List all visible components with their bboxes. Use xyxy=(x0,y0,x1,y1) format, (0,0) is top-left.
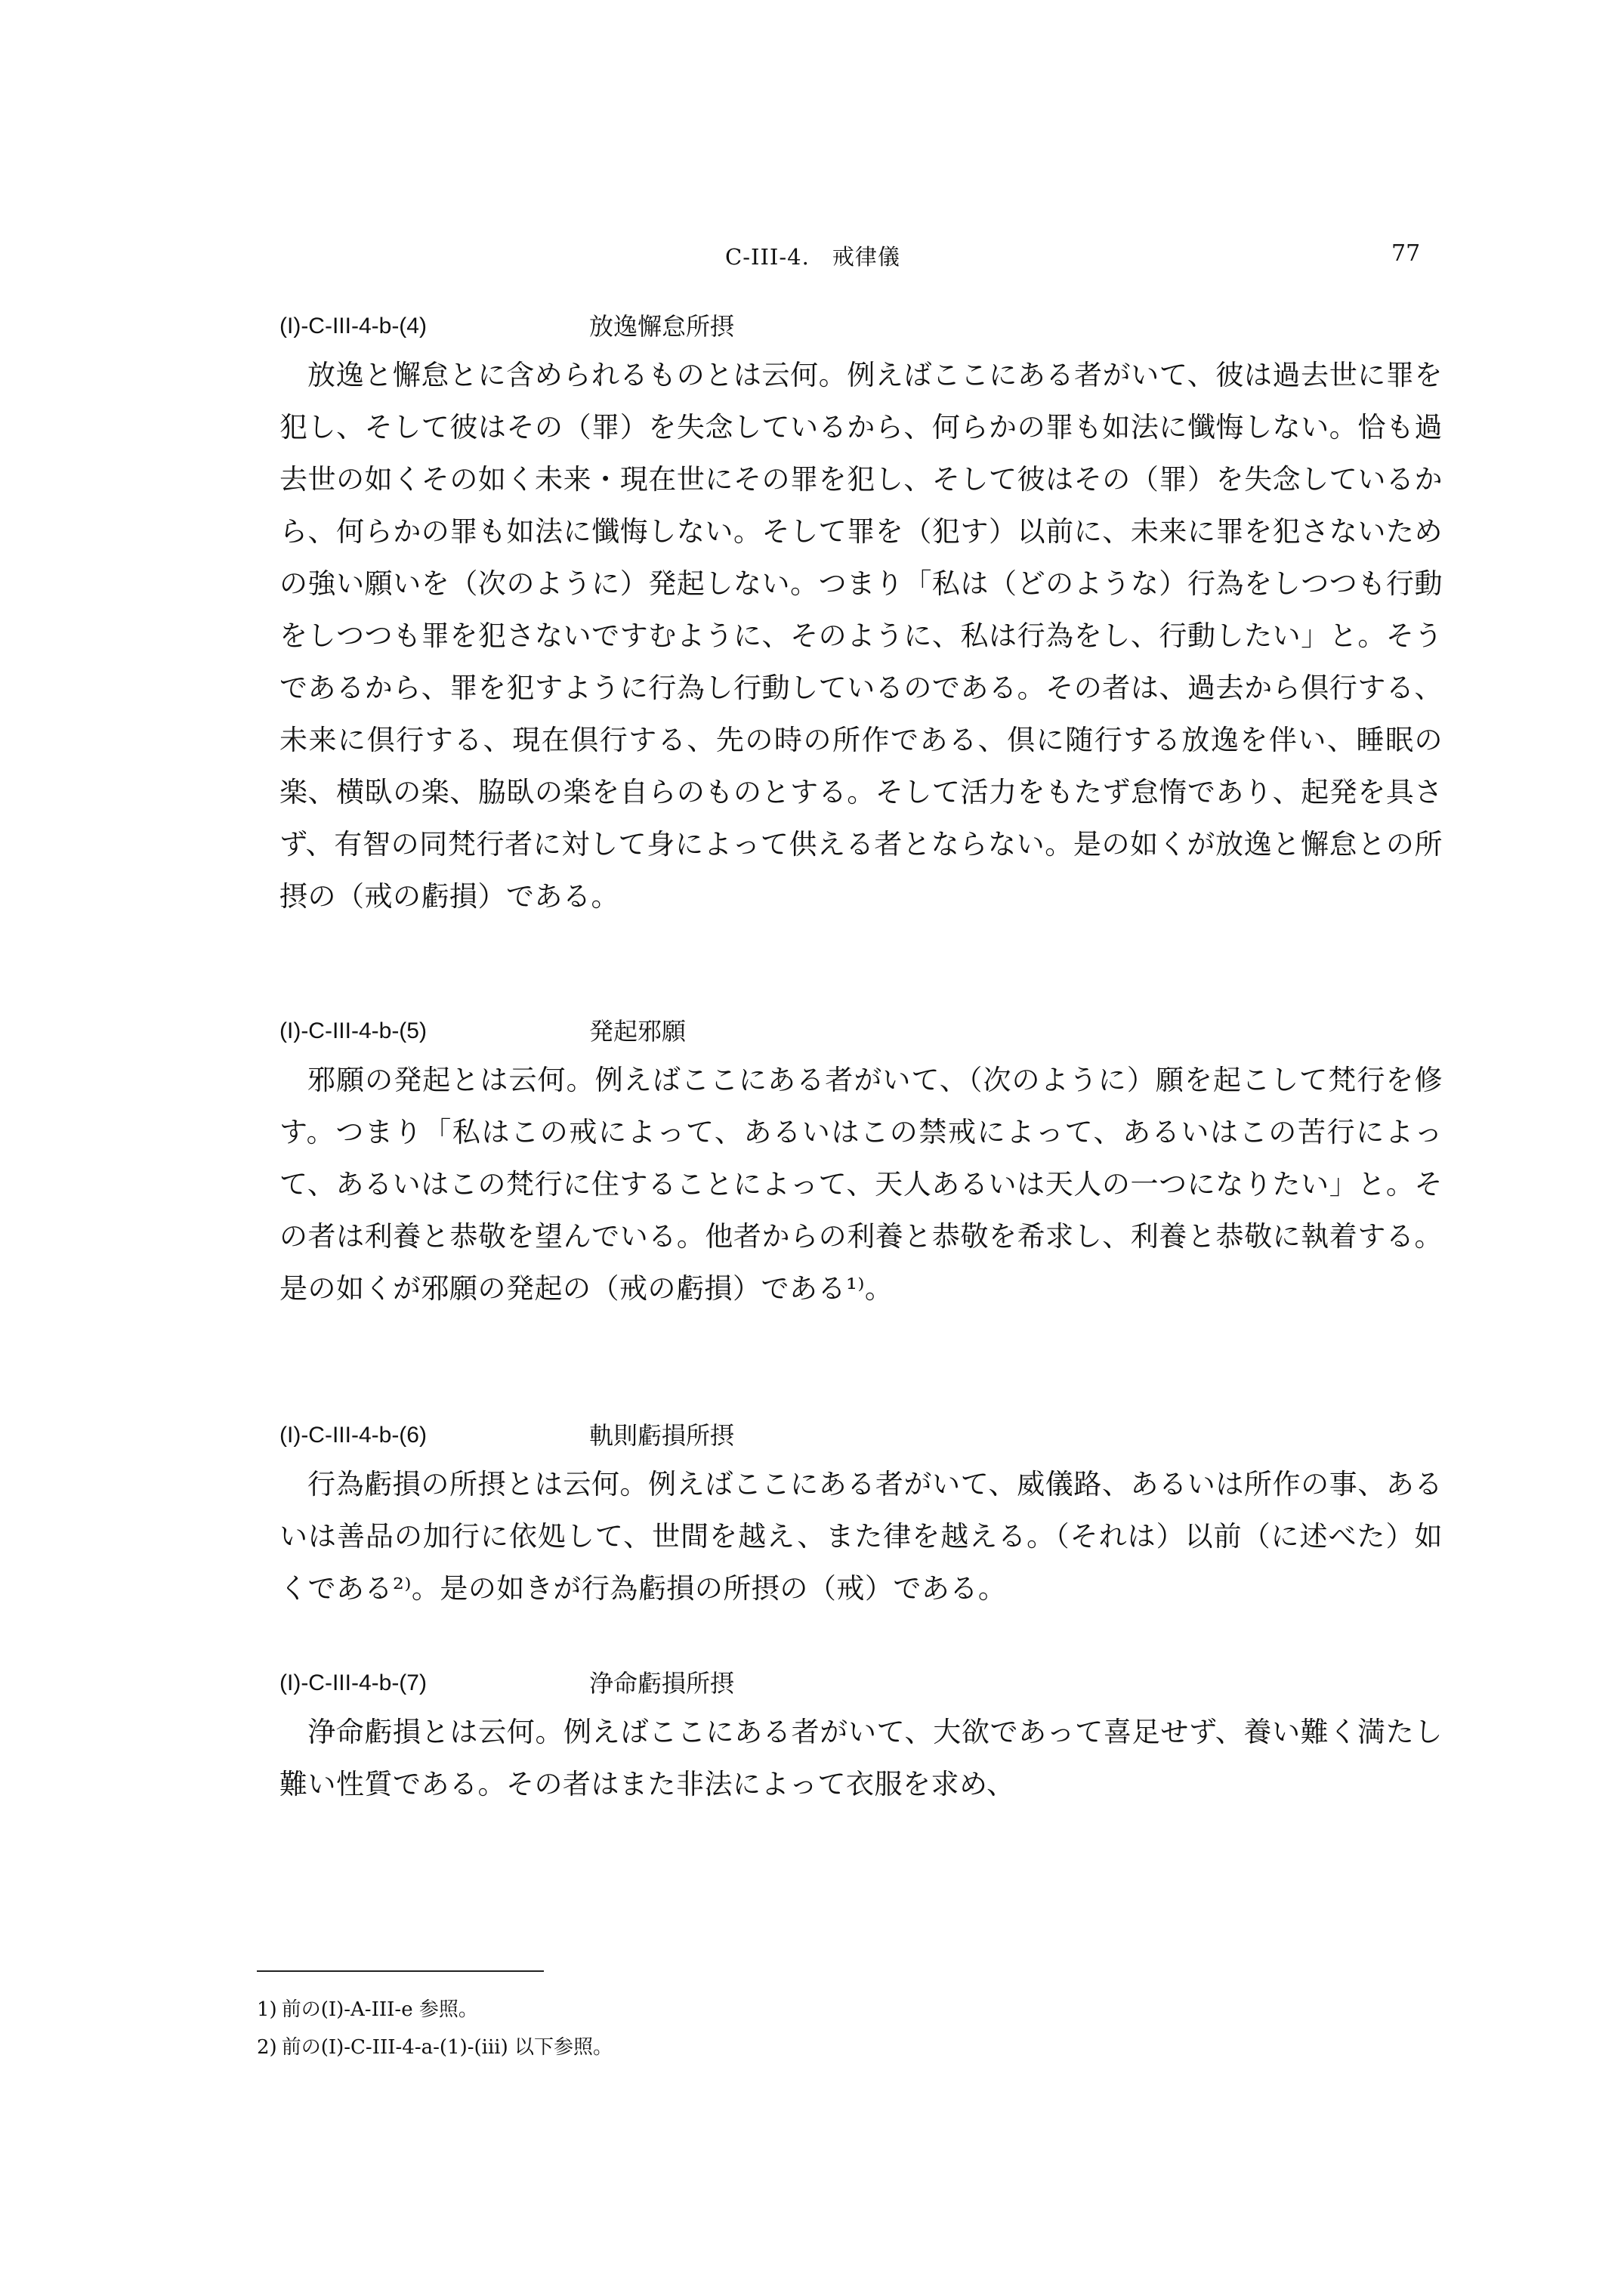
footnote-text: 前の(I)-C-III-4-a-(1)-(iii) 以下参照。 xyxy=(281,2036,613,2059)
footnotes xyxy=(257,1991,1163,2066)
section-id: (I)-C-III-4-b-(4) xyxy=(279,314,427,338)
section-heading xyxy=(279,304,1443,349)
section-id: (I)-C-III-4-b-(5) xyxy=(279,1018,427,1043)
section-heading xyxy=(279,1413,1443,1458)
footnote-marker: 2) xyxy=(257,2036,277,2059)
section-title: 発起邪願 xyxy=(589,1017,687,1046)
page-number: 77 xyxy=(1391,240,1421,267)
footnote-1 xyxy=(257,1991,1163,2029)
section-id: (I)-C-III-4-b-(6) xyxy=(279,1423,427,1448)
section-body: 浄命虧損とは云何。例えばここにある者がいて、大欲であって喜足せず、養い難く満たし難い性質である。その者はまた非法によって衣服を求め、 xyxy=(279,1716,1443,1800)
section-heading xyxy=(279,1661,1443,1706)
footnote-2 xyxy=(257,2029,1163,2066)
section-5 xyxy=(279,1009,1443,1315)
section-title: 軌則虧損所摂 xyxy=(589,1421,735,1450)
section-7 xyxy=(279,1661,1443,1810)
running-header: C-III-4. 戒律儀 xyxy=(725,244,900,270)
section-6 xyxy=(279,1413,1443,1615)
section-body: 行為虧損の所摂とは云何。例えばここにある者がいて、威儀路、あるいは所作の事、あるいは善品の加行に依処して、世間を越え、また律を越える。（それは）以前（に述べた）如くである²⁾。是の如きが行為虧損の所摂の（戒）である。 xyxy=(279,1468,1443,1605)
section-4 xyxy=(279,304,1443,922)
section-body: 邪願の発起とは云何。例えばここにある者がいて、（次のように）願を起こして梵行を修す。つまり「私はこの戒によって、あるいはこの禁戒によって、あるいはこの苦行によって、あるいはこの梵行に住することによって、天人あるいは天人の一つになりたい」と。その者は利養と恭敬を望んでいる。他者からの利養と恭敬を希求し、利養と恭敬に執着する。是の如くが邪願の発起の（戒の虧損）である¹⁾。 xyxy=(279,1064,1443,1305)
footnote-divider xyxy=(257,1970,544,1972)
section-id: (I)-C-III-4-b-(7) xyxy=(279,1670,427,1695)
footnote-marker: 1) xyxy=(257,1998,277,2021)
section-title: 浄命虧損所摂 xyxy=(589,1669,735,1698)
section-heading xyxy=(279,1009,1443,1054)
footnote-text: 前の(I)-A-III-e 参照。 xyxy=(281,1998,478,2021)
section-title: 放逸懈怠所摂 xyxy=(589,312,735,341)
section-body: 放逸と懈怠とに含められるものとは云何。例えばここにある者がいて、彼は過去世に罪を犯し、そして彼はその（罪）を失念しているから、何らかの罪も如法に懺悔しない。恰も過去世の如くその如く未来・現在世にその罪を犯し、そして彼はその（罪）を失念しているから、何らかの罪も如法に懺悔しない。そして罪を（犯す）以前に、未来に罪を犯さないための強い願いを（次のように）発起しない。つまり「私は（どのような）行為をしつつも行動をしつつも罪を犯さないですむように、そのように、私は行為をし、行動したい」と。そうであるから、罪を犯すように行為し行動しているのである。その者は、過去から倶行する、未来に倶行する、現在倶行する、先の時の所作である、倶に随行する放逸を伴い、睡眠の楽、横臥の楽、脇臥の楽を自らのものとする。そして活力をもたず怠惰であり、起発を具さず、有智の同梵行者に対して身によって供える者とならない。是の如くが放逸と懈怠との所摂の（戒の虧損）である。 xyxy=(279,359,1443,913)
